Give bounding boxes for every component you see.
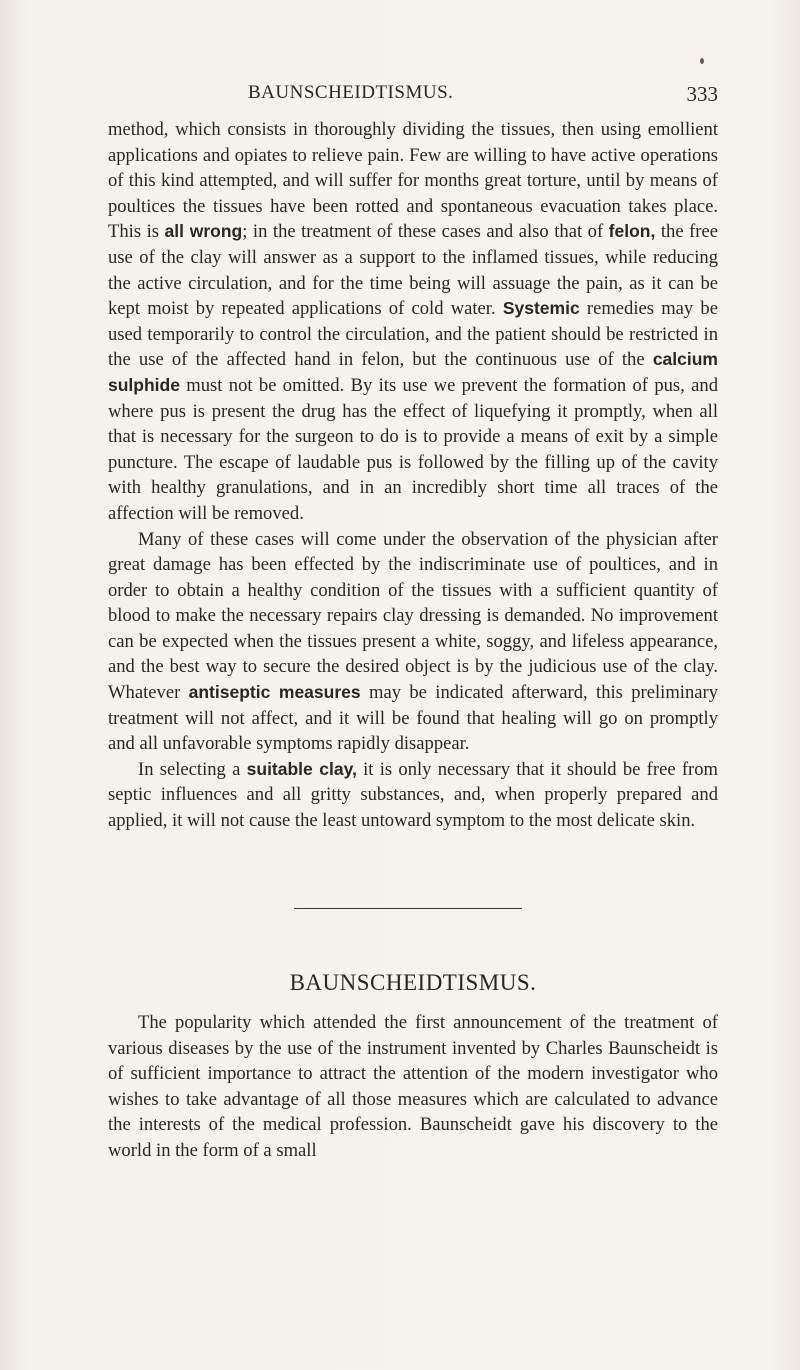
body-text [108,117,718,834]
text-span: method, which consists in thoroughly dividing the tissues, then using emollient applications and opiates to relieve pain. Few are willing to have active operations of this kind attempted, and will suffer for months great torture, until by means of poultices the tissues have been rotted and spontaneous evacuation takes place. This is [108,119,718,243]
paragraph-1 [108,117,718,527]
text-span: it is only necessary that it should be free from septic influences and all gritty substances, and, when properly prepared and applied, it will not cause the least untoward symptom to the most delicate skin. [108,758,718,832]
text-span: remedies may be used temporarily to control the circulation, and the patient should be restricted in the use of the affected hand in felon, but the continuous use of the [108,298,718,371]
section-paragraph-1: The popularity which attended the first announcement of the treatment of various diseases by the use of the instrument invented by Charles Baunscheidt is of sufficient importance to attract the attention of the modern investigator who wishes to take advantage of all those measures which are calculated to advance the interests of the medical profession. Baunscheidt gave his discovery to the world in the form of a small [108,1012,718,1161]
ink-speck [700,58,704,64]
text-span: In selecting a [138,758,247,780]
text-span: ; in the treatment of these cases and also that of [242,221,609,243]
emphasis-felon: felon, [608,221,656,242]
emphasis-calcium-sulphide: calcium sulphide [108,349,718,395]
running-title: BAUNSCHEIDTISMUS. [248,82,454,103]
running-head [108,82,718,106]
emphasis-suitable-clay: suitable clay, [246,758,357,779]
section-text [108,1010,718,1164]
emphasis-systemic: Systemic [502,298,580,319]
text-span: may be indicated afterward, this preliminary treatment will not affect, and it will be found that healing will go on promptly and all unfavorable symptoms rapidly disappear. [108,682,718,755]
text-span: must not be omitted. By its use we prevent the formation of pus, and where pus is present the drug has the effect of liquefying it promptly, when all that is necessary for the surgeon to do is to provide a means of exit by a simple puncture. The escape of laudable pus is followed by the filling up of the cavity with healthy granulations, and in an incredibly short time all traces of the affection will be removed. [108,374,718,524]
section-divider [294,908,522,909]
emphasis-antiseptic-measures: antiseptic measures [188,682,361,703]
text-span: the free use of the clay will answer as a support to the inflamed tissues, while reducing the active circulation, and for the time being will assuage the pain, as it can be kept moist by repeated applications of cold water. [108,221,719,320]
paragraph-2 [108,527,718,757]
section-heading: BAUNSCHEIDTISMUS. [289,970,537,995]
emphasis-all-wrong: all wrong [164,221,243,242]
text-span: Many of these cases will come under the observation of the physician after great damage has been effected by the indiscriminate use of poultices, and in order to obtain a healthy condition of the tissues with a sufficient quantity of blood to make the necessary repairs clay dressing is demanded. No improvement can be expected when the tissues present a white, soggy, and lifeless appearance, and the best way to secure the desired object is by the judicious use of the clay. Whatever [108,528,718,704]
paragraph-3 [108,757,718,834]
page-number: 333 [686,82,718,106]
